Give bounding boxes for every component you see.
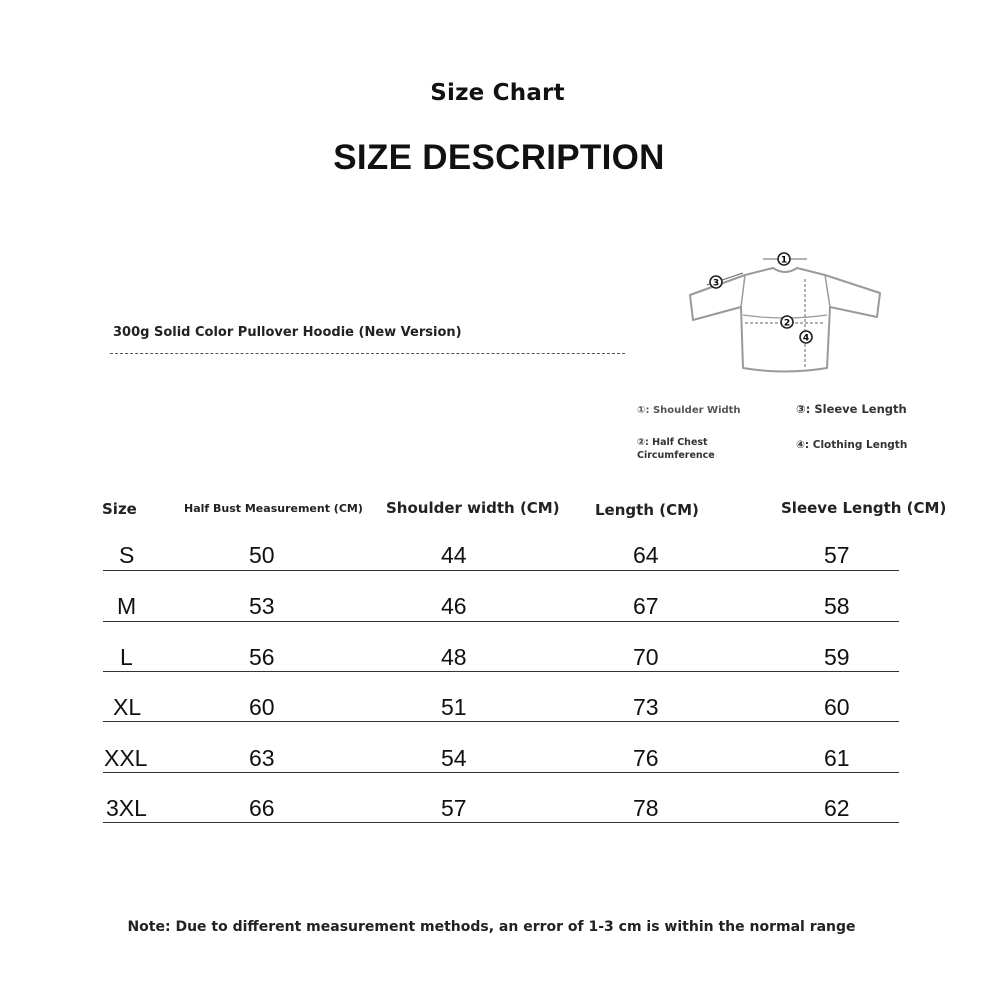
cell-shoulder: 57 <box>441 795 467 821</box>
header-shoulder-width: Shoulder width (CM) <box>386 499 560 517</box>
legend-shoulder-width: ①: Shoulder Width <box>637 405 741 416</box>
product-name: 300g Solid Color Pullover Hoodie (New Version) <box>113 325 462 340</box>
cell-sleeve: 61 <box>824 745 850 771</box>
cell-half-bust: 66 <box>249 795 275 821</box>
header-size: Size <box>102 500 137 518</box>
cell-length: 78 <box>633 795 659 821</box>
cell-sleeve: 58 <box>824 593 850 619</box>
cell-length: 67 <box>633 593 659 619</box>
cell-size: L <box>120 644 133 670</box>
measurement-note: Note: Due to different measurement methods, an error of 1-3 cm is within the normal range <box>127 919 856 935</box>
cell-half-bust: 56 <box>249 644 275 670</box>
cell-shoulder: 51 <box>441 694 467 720</box>
legend-half-chest-line1: ②: Half Chest <box>637 437 708 448</box>
size-description-heading: SIZE DESCRIPTION <box>333 138 665 177</box>
cell-size: M <box>117 593 137 619</box>
cell-shoulder: 44 <box>441 542 467 568</box>
cell-shoulder: 46 <box>441 593 467 619</box>
cell-sleeve: 57 <box>824 542 850 568</box>
header-length: Length (CM) <box>595 501 699 519</box>
row-divider <box>103 772 899 773</box>
legend-sleeve-length: ③: Sleeve Length <box>796 402 907 416</box>
cell-sleeve: 62 <box>824 795 850 821</box>
legend-clothing-length: ④: Clothing Length <box>796 439 908 451</box>
row-divider <box>103 721 899 722</box>
cell-half-bust: 63 <box>249 745 275 771</box>
cell-size: XL <box>113 694 142 720</box>
cell-length: 73 <box>633 694 659 720</box>
marker-1-label: 1 <box>780 255 788 266</box>
header-half-bust: Half Bust Measurement (CM) <box>184 502 363 515</box>
cell-half-bust: 53 <box>249 593 275 619</box>
row-divider <box>103 621 899 622</box>
chart-title: Size Chart <box>430 80 565 106</box>
cell-size: S <box>119 542 135 568</box>
row-divider <box>103 671 899 672</box>
legend-half-chest-line2: Circumference <box>637 450 715 461</box>
row-divider <box>103 570 899 571</box>
cell-size: 3XL <box>106 795 147 821</box>
cell-length: 64 <box>633 542 659 568</box>
cell-length: 70 <box>633 644 659 670</box>
cell-shoulder: 54 <box>441 745 467 771</box>
row-divider <box>103 822 899 823</box>
cell-half-bust: 60 <box>249 694 275 720</box>
dashed-divider <box>110 353 625 354</box>
cell-shoulder: 48 <box>441 644 467 670</box>
cell-half-bust: 50 <box>249 542 275 568</box>
cell-length: 76 <box>633 745 659 771</box>
cell-size: XXL <box>104 745 148 771</box>
hoodie-measurement-diagram <box>685 245 885 380</box>
cell-sleeve: 60 <box>824 694 850 720</box>
marker-2-label: 2 <box>783 318 791 329</box>
marker-3-label: 3 <box>712 278 720 289</box>
legend-half-chest <box>637 436 715 462</box>
marker-4-label: 4 <box>802 333 810 344</box>
cell-sleeve: 59 <box>824 644 850 670</box>
header-sleeve-length: Sleeve Length (CM) <box>781 499 947 517</box>
